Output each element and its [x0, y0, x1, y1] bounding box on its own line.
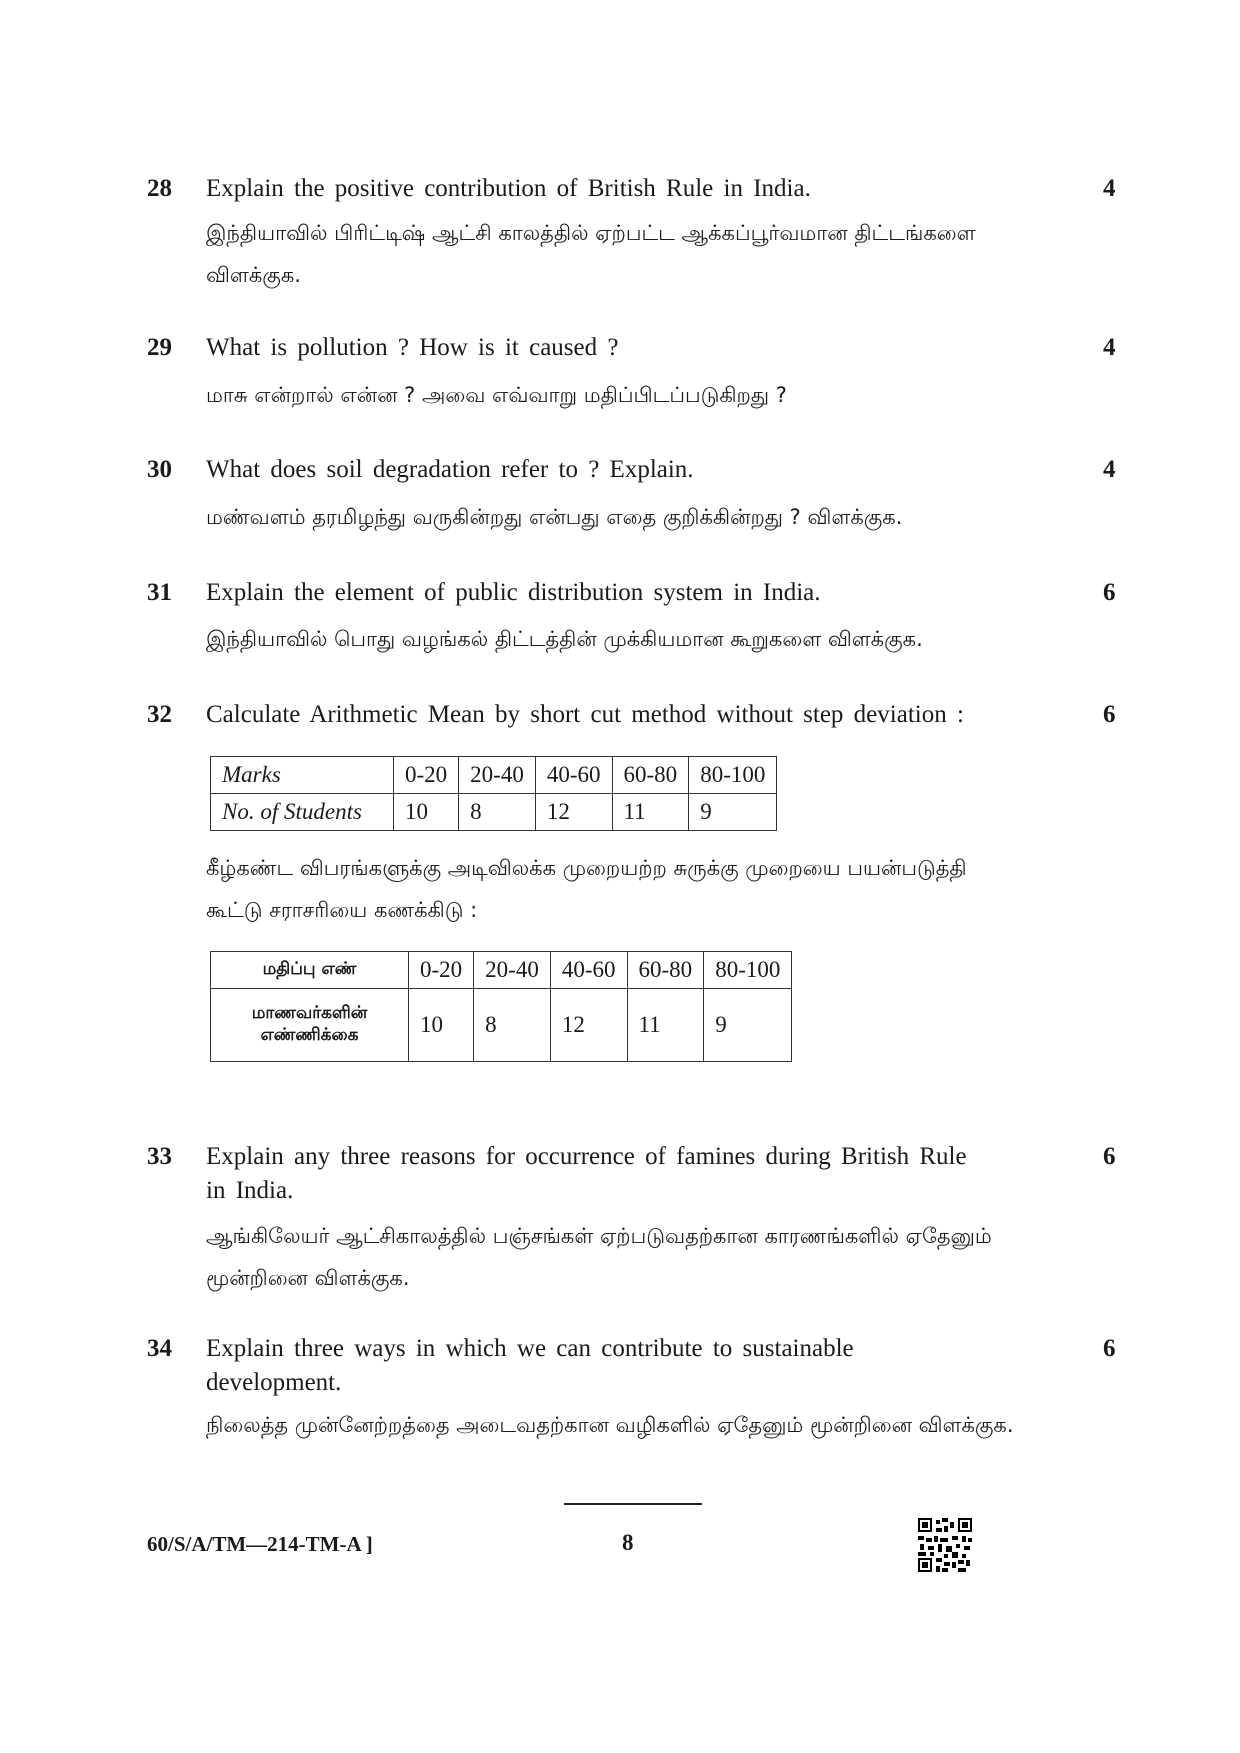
- question-marks: 4: [1103, 456, 1116, 483]
- table-cell-count: 10: [409, 989, 474, 1062]
- question-marks: 6: [1103, 701, 1116, 728]
- table-cell-class: 40-60: [535, 757, 612, 794]
- table-cell-count: 11: [612, 794, 689, 831]
- table-cell-count: 9: [704, 989, 792, 1062]
- question-number: 33: [147, 1143, 172, 1170]
- question-text-english: Explain the element of public distribution system in India.: [206, 579, 821, 606]
- question-number: 29: [147, 334, 172, 361]
- data-table-tamil: [210, 951, 792, 1062]
- question-text-tamil: மண்வளம் தரமிழந்து வருகின்றது என்பது எதை குறிக்கின்றது ? விளக்குக.: [206, 505, 903, 529]
- question-number: 32: [147, 701, 172, 728]
- question-32-text-tamil: கீழ்கண்ட விபரங்களுக்கு அடிவிலக்க முறையற்ற சுருக்கு முறையை பயன்படுத்தி கூட்டு சராசரியை கணக்கிடு :: [206, 856, 967, 922]
- question-text-english: What is pollution ? How is it caused ?: [206, 334, 619, 361]
- data-table-english: [210, 756, 777, 831]
- table-header-marks: மதிப்பு எண்: [211, 952, 409, 989]
- table-cell-class: 40-60: [550, 952, 627, 989]
- qr-code-icon: [918, 1518, 972, 1572]
- question-marks: 6: [1103, 579, 1116, 606]
- question-text-tamil: நிலைத்த முன்னேற்றத்தை அடைவதற்கான வழிகளில் ஏதேனும் மூன்றினை விளக்குக.: [206, 1413, 1014, 1437]
- question-text-english: Explain three ways in which we can contribute to sustainable development.: [206, 1335, 854, 1396]
- table-cell-count: 8: [474, 989, 551, 1062]
- table-cell-count: 12: [550, 989, 627, 1062]
- table-cell-count: 11: [627, 989, 704, 1062]
- end-rule: [564, 1503, 702, 1505]
- question-marks: 4: [1103, 334, 1116, 361]
- question-marks: 4: [1103, 175, 1116, 202]
- question-number: 30: [147, 456, 172, 483]
- table-cell-count: 9: [689, 794, 777, 831]
- paper-code: 60/S/A/TM—214-TM-A ]: [147, 1532, 373, 1556]
- page-number: 8: [622, 1530, 634, 1555]
- table-cell-count: 10: [394, 794, 459, 831]
- question-number: 28: [147, 175, 172, 202]
- table-cell-class: 0-20: [394, 757, 459, 794]
- table-cell-class: 20-40: [459, 757, 536, 794]
- table-header-students: மாணவர்களின் எண்ணிக்கை: [211, 989, 409, 1062]
- table-cell-class: 20-40: [474, 952, 551, 989]
- table-cell-class: 60-80: [612, 757, 689, 794]
- question-text-tamil: மாசு என்றால் என்ன ? அவை எவ்வாறு மதிப்பிடப்படுகிறது ?: [206, 383, 787, 407]
- question-text-tamil: இந்தியாவில் பொது வழங்கல் திட்டத்தின் முக்கியமான கூறுகளை விளக்குக.: [206, 627, 923, 651]
- question-marks: 6: [1103, 1335, 1116, 1362]
- table-cell-count: 8: [459, 794, 536, 831]
- question-text-english: Explain any three reasons for occurrence of famines during British Rule in India.: [206, 1143, 967, 1204]
- table-header-students: No. of Students: [211, 794, 394, 831]
- question-text-english: Calculate Arithmetic Mean by short cut method without step deviation :: [206, 701, 964, 728]
- table-cell-class: 80-100: [704, 952, 792, 989]
- question-text-tamil: இந்தியாவில் பிரிட்டிஷ் ஆட்சி காலத்தில் ஏற்பட்ட ஆக்கப்பூர்வமான திட்டங்களை விளக்குக.: [206, 221, 976, 287]
- question-number: 34: [147, 1335, 172, 1362]
- table-cell-class: 80-100: [689, 757, 777, 794]
- table-cell-class: 60-80: [627, 952, 704, 989]
- question-number: 31: [147, 579, 172, 606]
- question-text-tamil: ஆங்கிலேயர் ஆட்சிகாலத்தில் பஞ்சங்கள் ஏற்படுவதற்கான காரணங்களில் ஏதேனும் மூன்றினை விளக்குக.: [206, 1224, 992, 1290]
- question-marks: 6: [1103, 1143, 1116, 1170]
- question-text-english: Explain the positive contribution of British Rule in India.: [206, 175, 811, 202]
- table-header-marks: Marks: [211, 757, 394, 794]
- table-cell-count: 12: [535, 794, 612, 831]
- table-cell-class: 0-20: [409, 952, 474, 989]
- question-text-english: What does soil degradation refer to ? Explain.: [206, 456, 694, 483]
